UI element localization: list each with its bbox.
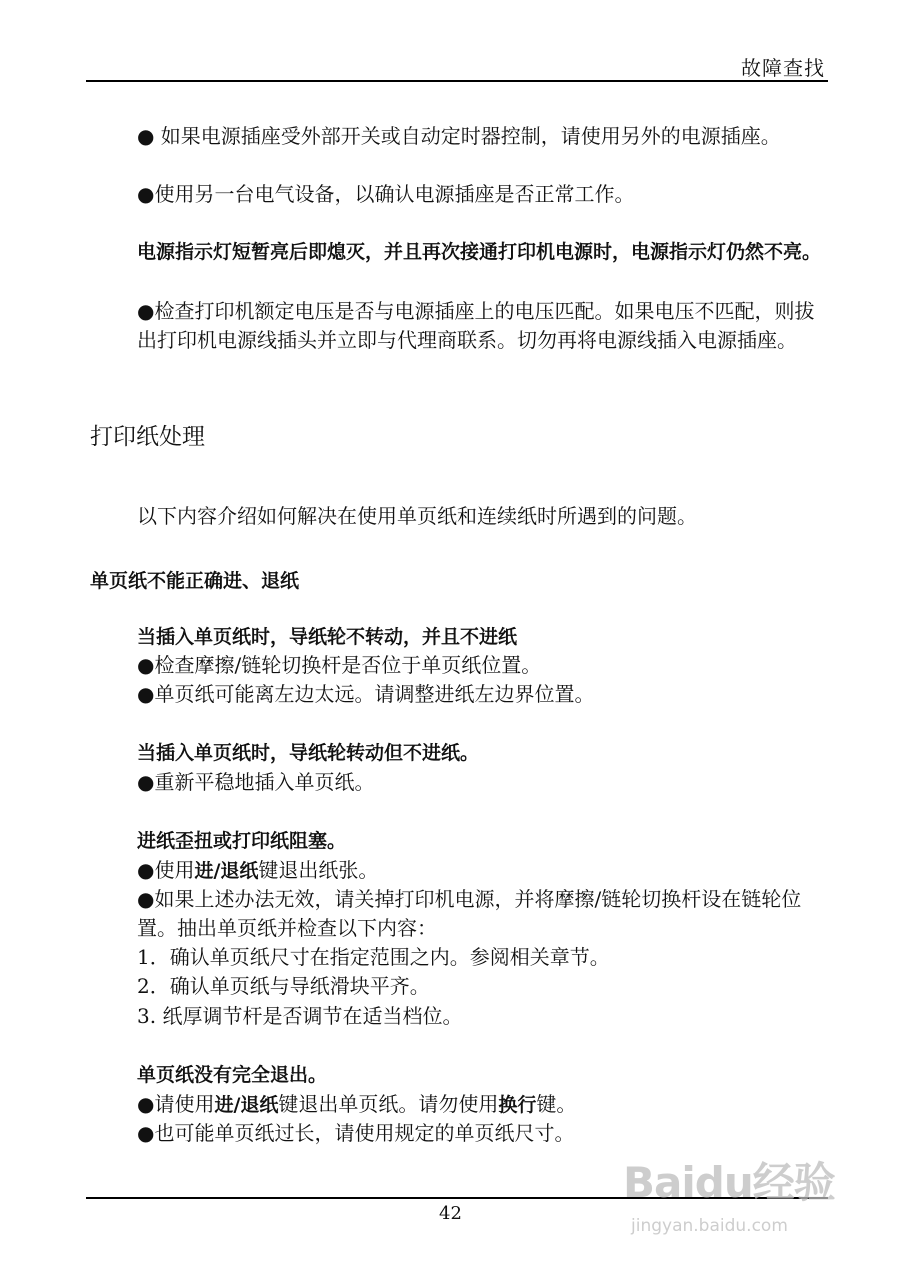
issue3-bullet-1-pre: ●使用 — [137, 858, 195, 882]
issue3-bullet-2: ●如果上述办法无效，请关掉打印机电源，并将摩擦/链轮切换杆设在链轮位置。抽出单页纸并检查以下内容： — [137, 887, 802, 940]
issue4-bullet-1 — [137, 1090, 827, 1120]
issue1-bullet-2: ●单页纸可能离左边太远。请调整进纸左边界位置。 — [137, 682, 595, 706]
issue3-step-3: 3. 纸厚调节杆是否调节在适当档位。 — [137, 1004, 463, 1028]
issue3-heading: 进纸歪扭或打印纸阻塞。 — [137, 830, 347, 852]
power-issue-heading: 电源指示灯短暂亮后即熄灭，并且再次接通打印机电源时，电源指示灯仍然不亮。 — [137, 241, 822, 263]
issue3-step-1: 1．确认单页纸尺寸在指定范围之内。参阅相关章节。 — [137, 945, 610, 969]
issue3-step-2: 2．确认单页纸与导纸滑块平齐。 — [137, 974, 430, 998]
power-bullet-2: ●使用另一台电气设备，以确认电源插座是否正常工作。 — [137, 182, 635, 206]
issue4-bullet-1-mid: 键退出单页纸。请勿使用 — [278, 1092, 499, 1116]
issue4-heading: 单页纸没有完全退出。 — [137, 1064, 328, 1086]
power-bullet-1: ● 如果电源插座受外部开关或自动定时器控制，请使用另外的电源插座。 — [137, 124, 781, 148]
issue2-heading: 当插入单页纸时，导纸轮转动但不进纸。 — [137, 742, 480, 764]
issue4-bullet-1-post: 键。 — [536, 1092, 577, 1116]
subsection-title-single-sheet: 单页纸不能正确进、退纸 — [90, 570, 300, 592]
issue4-bullet-1-pre: ●请使用 — [137, 1092, 215, 1116]
issue3-bullet-1 — [137, 856, 827, 886]
issue3-bullet-1-post: 键退出纸张。 — [258, 858, 379, 882]
baidu-jingyan-watermark — [623, 1150, 843, 1260]
feed-eject-key-label: 进/退纸 — [214, 1094, 279, 1116]
issue2-bullet-1: ●重新平稳地插入单页纸。 — [137, 770, 375, 794]
issue4-bullet-2: ●也可能单页纸过长，请使用规定的单页纸尺寸。 — [137, 1121, 575, 1145]
watermark-url: jingyan.baidu.com — [631, 1216, 788, 1236]
issue1-bullet-1: ●检查摩擦/链轮切换杆是否位于单页纸位置。 — [137, 653, 542, 677]
power-bullet-3: ●检查打印机额定电压是否与电源插座上的电压匹配。如果电压不匹配，则拔出打印机电源线插头并立即与代理商联系。切勿再将电源线插入电源插座。 — [137, 299, 815, 352]
watermark-logo: Baidu经验 — [623, 1158, 835, 1207]
paper-intro: 以下内容介绍如何解决在使用单页纸和连续纸时所遇到的问题。 — [137, 504, 697, 528]
header-rule — [86, 80, 828, 82]
issue1-heading: 当插入单页纸时，导纸轮不转动，并且不进纸 — [137, 626, 518, 648]
header-title: 故障查找 — [741, 56, 825, 80]
feed-eject-key-label: 进/退纸 — [194, 860, 259, 882]
line-feed-key-label: 换行 — [498, 1094, 537, 1116]
page-number: 42 — [439, 1203, 462, 1224]
section-title-paper-handling: 打印纸处理 — [90, 424, 205, 450]
